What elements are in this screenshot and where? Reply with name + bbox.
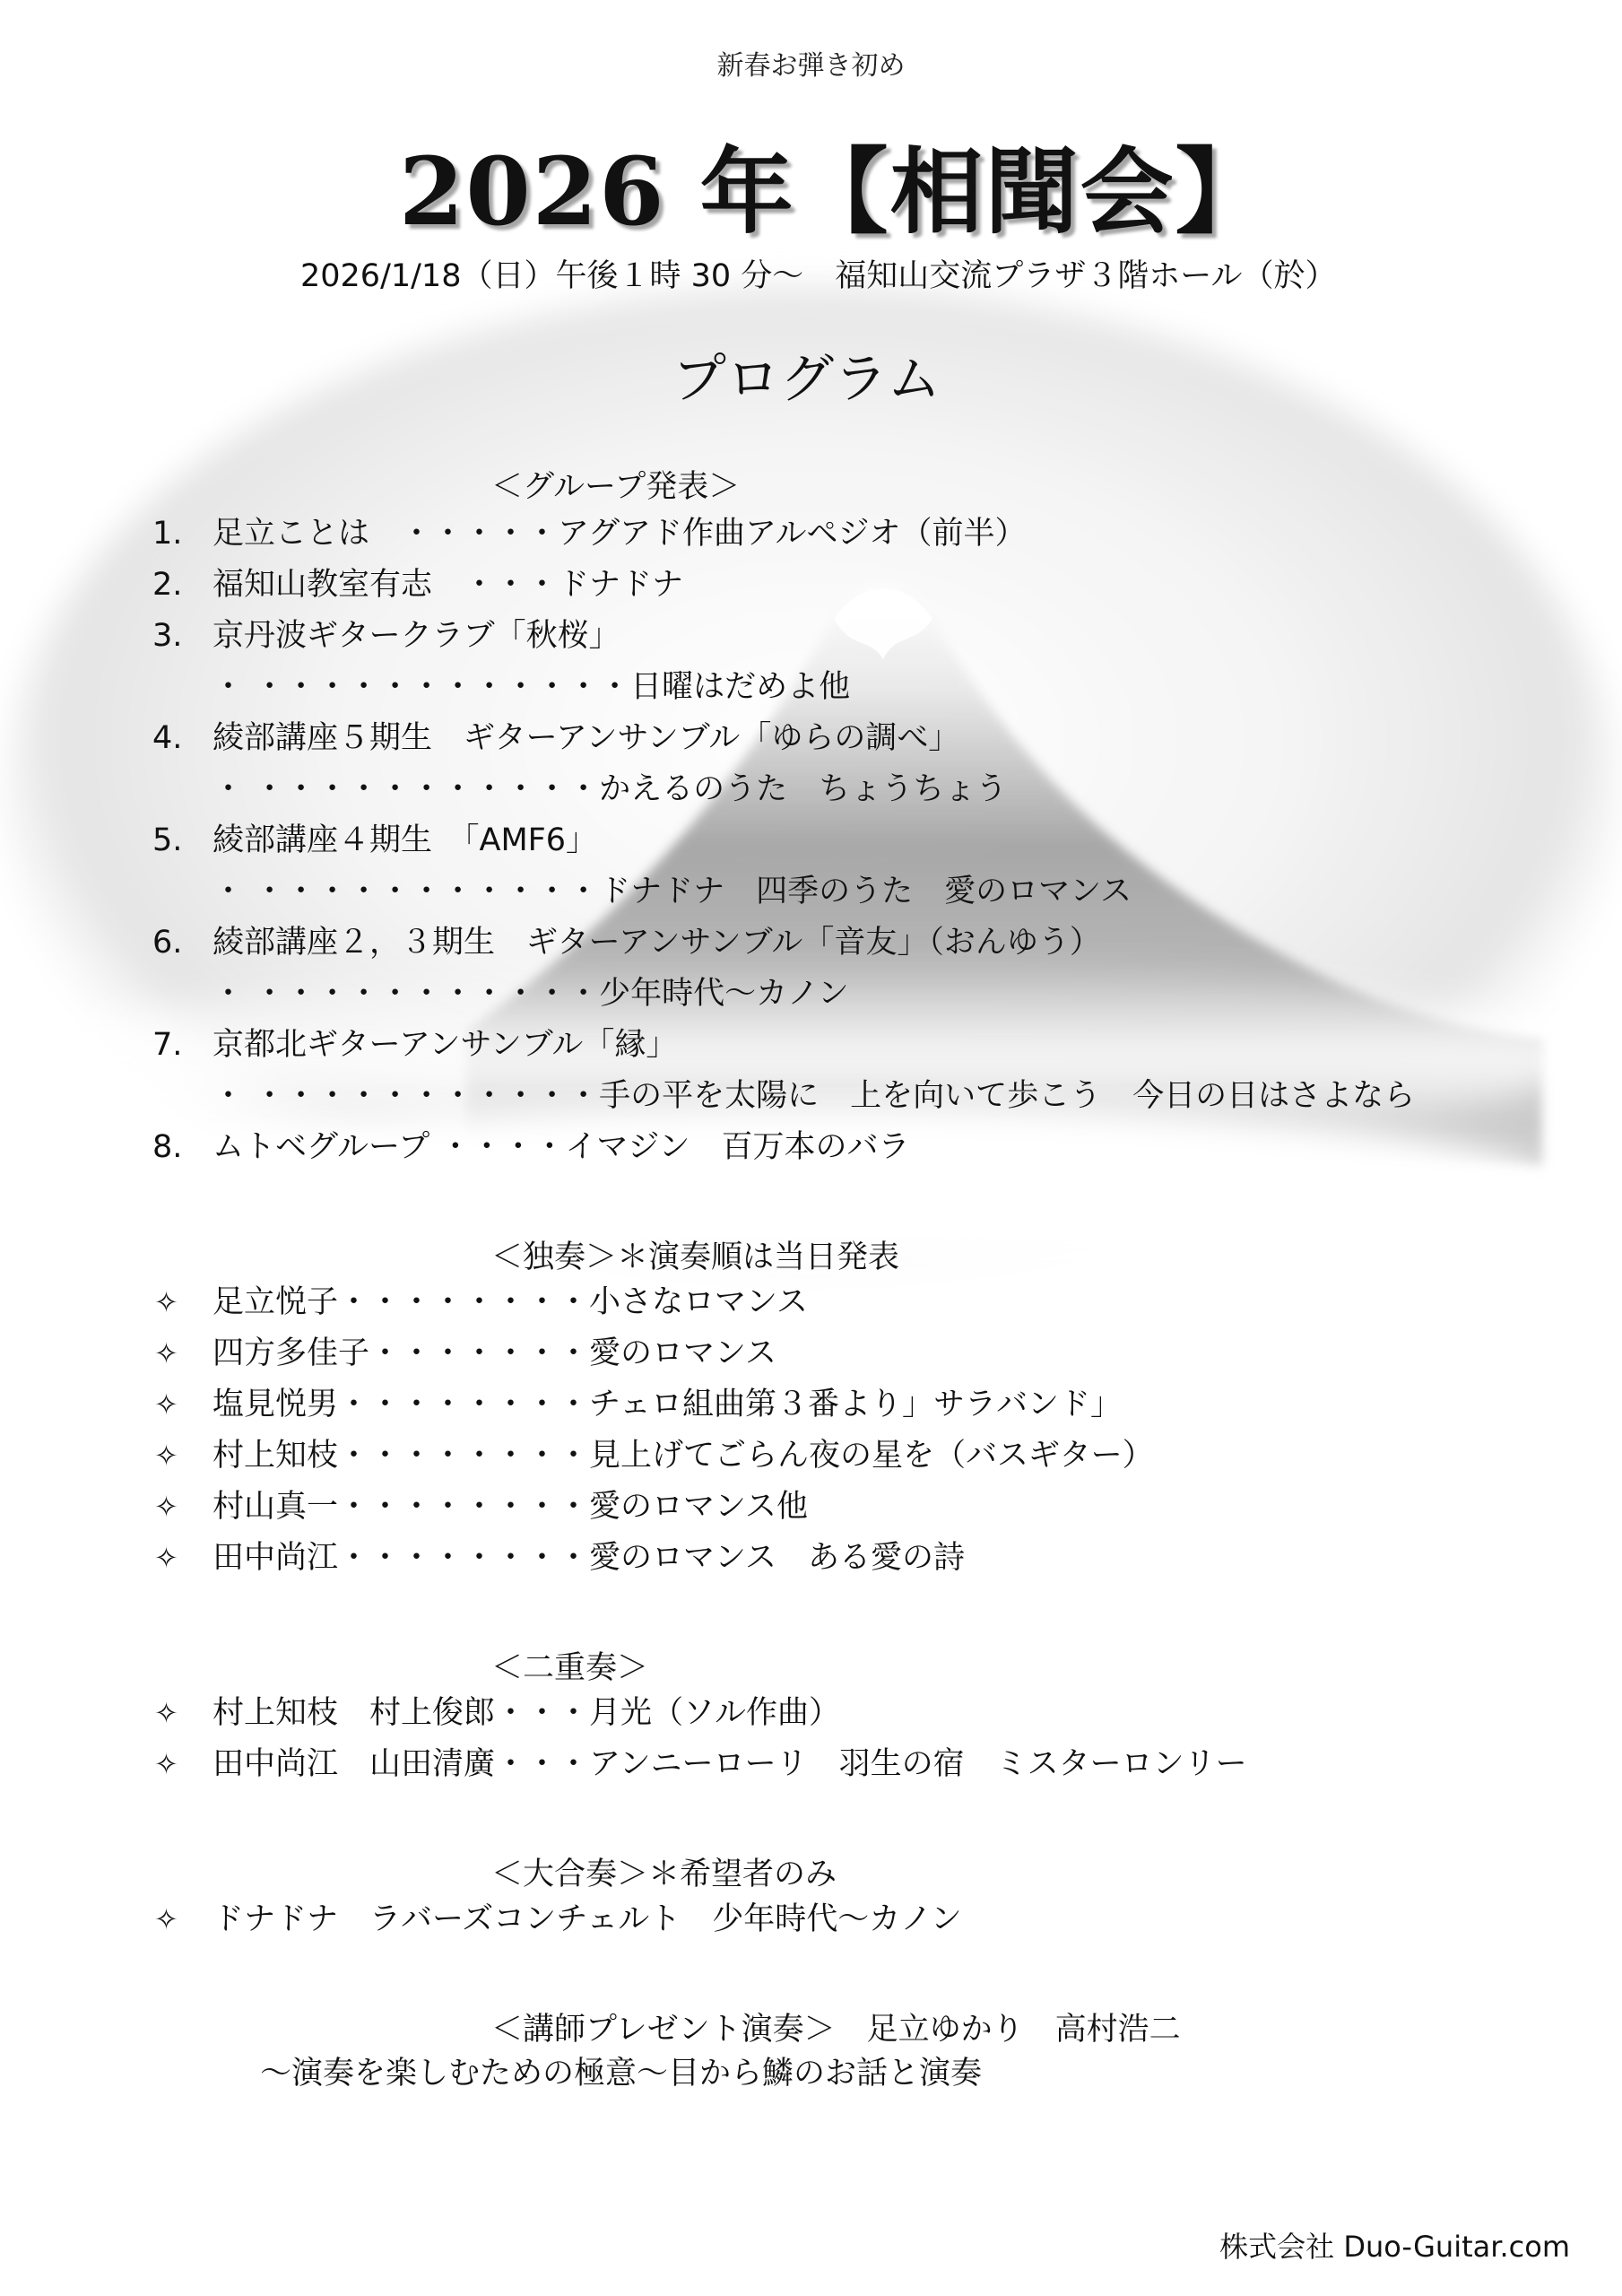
sparkle-bullet-icon: ✧: [154, 1285, 178, 1319]
list-item-number: 7.: [152, 1027, 183, 1063]
sparkle-bullet-icon: ✧: [154, 1541, 178, 1575]
section-heading-solo: ＜独奏＞＊演奏順は当日発表: [491, 1239, 900, 1275]
list-item-pieces: ・ ・・・・・・・・・・・かえるのうた ちょうちょう: [213, 771, 1008, 807]
event-subtitle: 新春お弾き初め: [716, 50, 906, 82]
page-title: 2026 年【相聞会】: [399, 136, 1271, 247]
list-item-text: ムトベグループ ・・・・イマジン 百万本のバラ: [213, 1129, 910, 1165]
list-item-text: 足立ことは ・・・・・アグアド作曲アルペジオ（前半）: [213, 516, 1027, 552]
list-item-number: 8.: [152, 1129, 183, 1165]
list-item-text: 綾部講座５期生 ギターアンサンブル「ゆらの調べ」: [213, 720, 960, 756]
list-item-text: 村山真一・・・・・・・・愛のロマンス他: [213, 1489, 808, 1525]
list-item-text: 足立悦子・・・・・・・・小さなロマンス: [213, 1284, 808, 1320]
list-item-number: 5.: [152, 822, 183, 858]
sparkle-bullet-icon: ✧: [154, 1439, 178, 1473]
list-item-pieces: ・ ・・・・・・・・・・・ドナドナ 四季のうた 愛のロマンス: [213, 874, 1132, 909]
list-item-pieces: ・ ・・・・・・・・・・・・日曜はだめよ他: [213, 669, 851, 705]
sparkle-bullet-icon: ✧: [154, 1490, 178, 1524]
list-item-text: 綾部講座４期生 「AMF6」: [213, 822, 598, 858]
sparkle-bullet-icon: ✧: [154, 1747, 178, 1781]
list-item-text: ドナドナ ラバーズコンチェルト 少年時代～カノン: [213, 1901, 962, 1937]
list-item-number: 1.: [152, 516, 183, 552]
list-item-number: 6.: [152, 925, 183, 961]
list-item-text: 福知山教室有志 ・・・ドナドナ: [213, 567, 684, 603]
list-item-text: 塩見悦男・・・・・・・・チェロ組曲第３番より」サラバンド」: [213, 1387, 1122, 1422]
company-name: 株式会社 Duo-Guitar.com: [1219, 2230, 1570, 2264]
list-item-number: 2.: [152, 567, 183, 603]
list-item-text: 京丹波ギタークラブ「秋桜」: [213, 618, 620, 654]
section-heading-instructor: ＜講師プレゼント演奏＞ 足立ゆかり 高村浩二: [491, 2012, 1181, 2048]
list-item-text: 綾部講座２，３期生 ギターアンサンブル「音友」（おんゆう）: [213, 925, 1101, 961]
sparkle-bullet-icon: ✧: [154, 1902, 178, 1936]
list-item-text: 四方多佳子・・・・・・・愛のロマンス: [213, 1335, 776, 1371]
section-heading-group: ＜グループ発表＞: [491, 469, 741, 505]
event-date-venue: 2026/1/18（日）午後１時 30 分～ 福知山交流プラザ３階ホール（於）: [300, 258, 1337, 294]
section-heading-duet: ＜二重奏＞: [491, 1650, 649, 1686]
sparkle-bullet-icon: ✧: [154, 1387, 178, 1422]
sparkle-bullet-icon: ✧: [154, 1696, 178, 1730]
instructor-subtext: ～演奏を楽しむための極意～目から鱗のお話と演奏: [260, 2056, 983, 2092]
list-item-text: 田中尚江・・・・・・・・愛のロマンス ある愛の詩: [213, 1540, 965, 1576]
list-item-text: 京都北ギターアンサンブル「縁」: [213, 1027, 678, 1063]
section-heading-ensemble: ＜大合奏＞＊希望者のみ: [491, 1857, 837, 1892]
sparkle-bullet-icon: ✧: [154, 1336, 178, 1370]
list-item-pieces: ・ ・・・・・・・・・・・手の平を太陽に 上を向いて歩こう 今日の日はさよなら: [213, 1078, 1416, 1114]
list-item-pieces: ・ ・・・・・・・・・・・少年時代～カノン: [213, 976, 849, 1012]
list-item-text: 村上知枝 村上俊郎・・・月光（ソル作曲）: [213, 1695, 841, 1731]
list-item-text: 村上知枝・・・・・・・・見上げてごらん夜の星を（バスギター）: [213, 1438, 1154, 1474]
list-item-number: 3.: [152, 618, 183, 654]
program-heading: プログラム: [672, 348, 941, 411]
list-item-text: 田中尚江 山田清廣・・・アンニーローリ 羽生の宿 ミスターロンリー: [213, 1746, 1247, 1782]
list-item-number: 4.: [152, 720, 183, 756]
